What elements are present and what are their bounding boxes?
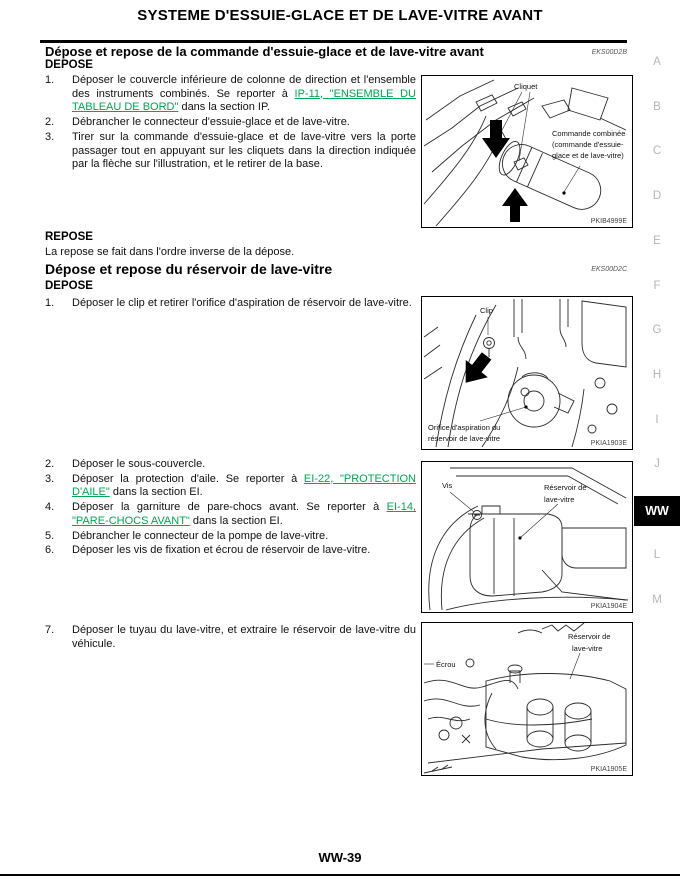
leader-dot — [518, 536, 521, 539]
figure-code: PKIA1905E — [590, 766, 627, 773]
margin-index-m: M — [652, 594, 662, 606]
wheel-arch-lines — [429, 468, 628, 610]
repose-body-text: La repose se fait dans l'ordre inverse de la dépose. — [45, 246, 295, 258]
leader-dot — [524, 405, 527, 408]
repose-heading: REPOSE — [45, 231, 93, 243]
margin-index-h: H — [652, 369, 662, 381]
margin-index-i: I — [655, 414, 659, 426]
step-text: Déposer le clip et retirer l'orifice d'aspiration de réservoir de lave-vitre. — [72, 297, 412, 309]
label-cliquet: Cliquet — [514, 82, 538, 91]
cross-reference-link[interactable]: EI-14, "PARE-CHOCS AVANT" — [72, 501, 416, 527]
figure-reservoir-nut — [421, 622, 633, 776]
step-text-post: dans la section IP. — [178, 101, 270, 114]
step-text: Débrancher le connecteur de la pompe de lave-vitre. — [72, 529, 329, 542]
margin-index-d: D — [652, 190, 662, 202]
margin-index-l: L — [653, 549, 661, 561]
step-item — [45, 458, 416, 472]
section2-title: Dépose et repose du réservoir de lave-vitre — [45, 261, 333, 277]
label-commande-line3: glace et de lave-vitre) — [552, 151, 624, 160]
label-reservoir-line2: lave-vitre — [544, 495, 575, 504]
figure-code: PKIB4999E — [590, 218, 627, 225]
step-item — [45, 544, 416, 558]
reservoir-body — [486, 665, 626, 760]
step-number: 3. — [45, 130, 55, 143]
reservoir-leader-line — [520, 504, 558, 538]
step-text: Déposer le tuyau du lave-vitre, et extraire le réservoir de lave-vitre du véhicule. — [72, 624, 416, 650]
page-number: WW-39 — [318, 850, 362, 865]
step-item — [45, 473, 416, 500]
figure-code: PKIA1903E — [590, 440, 627, 447]
step-text: Déposer les vis de fixation et écrou de réservoir de lave-vitre. — [72, 544, 371, 557]
figure-combination-switch — [421, 75, 633, 228]
step-item — [45, 131, 416, 172]
margin-index-current-ww: WW — [634, 496, 680, 526]
label-orifice-line2: réservoir de lave-vitre — [428, 434, 501, 443]
step-text-post: dans la section EI. — [109, 486, 203, 499]
figure-intake-orifice — [421, 296, 633, 450]
step-item — [45, 74, 416, 115]
footer-rule — [0, 874, 680, 876]
margin-index-g: G — [652, 324, 662, 336]
step-number: 2. — [45, 116, 55, 129]
label-vis: Vis — [442, 481, 453, 490]
section1-header — [45, 44, 627, 59]
step-item — [45, 501, 416, 528]
cross-reference-link[interactable]: EI-22, "PROTECTION D'AILE" — [72, 472, 416, 499]
step-number: 1. — [45, 74, 55, 86]
label-reservoir-line2: lave-vitre — [572, 644, 603, 653]
step-text — [72, 501, 416, 528]
label-clip: Clip — [480, 306, 493, 315]
step-item — [45, 116, 416, 130]
reservoir-screw-line-art — [422, 462, 632, 612]
step-text: Tirer sur la commande d'essuie-glace et de lave-vitre vers la porte passager tout en appuyant sur les cliquets dans la direction indiquée par la flèche sur l'illustration, et le retirer de la base. — [72, 130, 416, 171]
step-text-pre: Déposer la protection d'aile. Se reporter à — [72, 472, 304, 485]
margin-index-j: J — [654, 458, 660, 470]
clip-part — [484, 338, 495, 358]
arrow-up-icon — [502, 188, 528, 222]
step-text: Déposer le sous-couvercle. — [72, 458, 206, 470]
reservoir-nut-line-art — [422, 623, 632, 775]
label-commande-line1: Commande combinée — [552, 129, 626, 138]
step-text-pre: Déposer le couvercle inférieure de colonne de direction et l'ensemble des instruments combinés. Se reporter à — [72, 74, 416, 100]
step-text-post: dans la section EI. — [189, 514, 283, 527]
nut-part — [466, 659, 474, 667]
step-text — [72, 74, 416, 115]
step-text: Débrancher le connecteur d'essuie-glace et de lave-vitre. — [72, 116, 350, 129]
depose-heading-2: DEPOSE — [45, 280, 93, 292]
section2-header — [45, 261, 627, 277]
margin-index-c: C — [652, 145, 662, 157]
step-number: 7. — [45, 624, 55, 636]
depose-steps-2c — [45, 624, 416, 652]
header-rule — [40, 40, 627, 43]
depose-steps-2b — [45, 458, 416, 559]
step-text-pre: Déposer la garniture de pare-chocs avant. Se reporter à — [72, 501, 387, 514]
depose-heading-1: DEPOSE — [45, 59, 93, 71]
section1-code: EKS00D2B — [591, 49, 627, 56]
section2-code: EKS00D2C — [591, 266, 627, 273]
section1-title: Dépose et repose de la commande d'essuie-glace et de lave-vitre avant — [45, 44, 484, 59]
intake-orifice-line-art — [422, 297, 632, 449]
label-reservoir-line1: Réservoir de — [568, 632, 611, 641]
step-number: 6. — [45, 544, 55, 557]
cliquet-leader-lines — [499, 92, 530, 161]
label-commande-line2: (commande d'essuie- — [552, 140, 624, 149]
step-number: 5. — [45, 529, 55, 542]
commande-leader-line — [564, 166, 580, 192]
figure-reservoir-screw — [421, 461, 633, 613]
step-item — [45, 624, 416, 651]
orifice-cap — [508, 373, 574, 427]
label-ecrou: Écrou — [436, 660, 456, 669]
cross-reference-link[interactable]: IP-11, "ENSEMBLE DU TABLEAU DE BORD" — [72, 87, 416, 114]
screw-part — [473, 511, 482, 520]
step-text — [72, 473, 416, 500]
page-title: SYSTEME D'ESSUIE-GLACE ET DE LAVE-VITRE AVANT — [137, 7, 543, 24]
label-reservoir-line1: Réservoir de — [544, 483, 587, 492]
depose-steps-1 — [45, 74, 416, 173]
step-number: 3. — [45, 472, 55, 485]
figure-code: PKIA1904E — [590, 603, 627, 610]
step-item — [45, 297, 416, 311]
leader-dot — [562, 191, 565, 194]
label-orifice-line1: Orifice d'aspiration du — [428, 423, 501, 432]
step-item — [45, 530, 416, 544]
depose-steps-2a — [45, 297, 416, 312]
step-number: 1. — [45, 297, 55, 309]
combination-switch-line-art — [422, 76, 632, 227]
step-number: 4. — [45, 501, 55, 514]
margin-index-a: A — [653, 56, 661, 68]
margin-index-e: E — [653, 235, 661, 247]
step-number: 2. — [45, 458, 55, 470]
margin-index-f: F — [653, 280, 661, 292]
margin-index-b: B — [653, 101, 661, 113]
vis-leader-line — [450, 492, 474, 512]
